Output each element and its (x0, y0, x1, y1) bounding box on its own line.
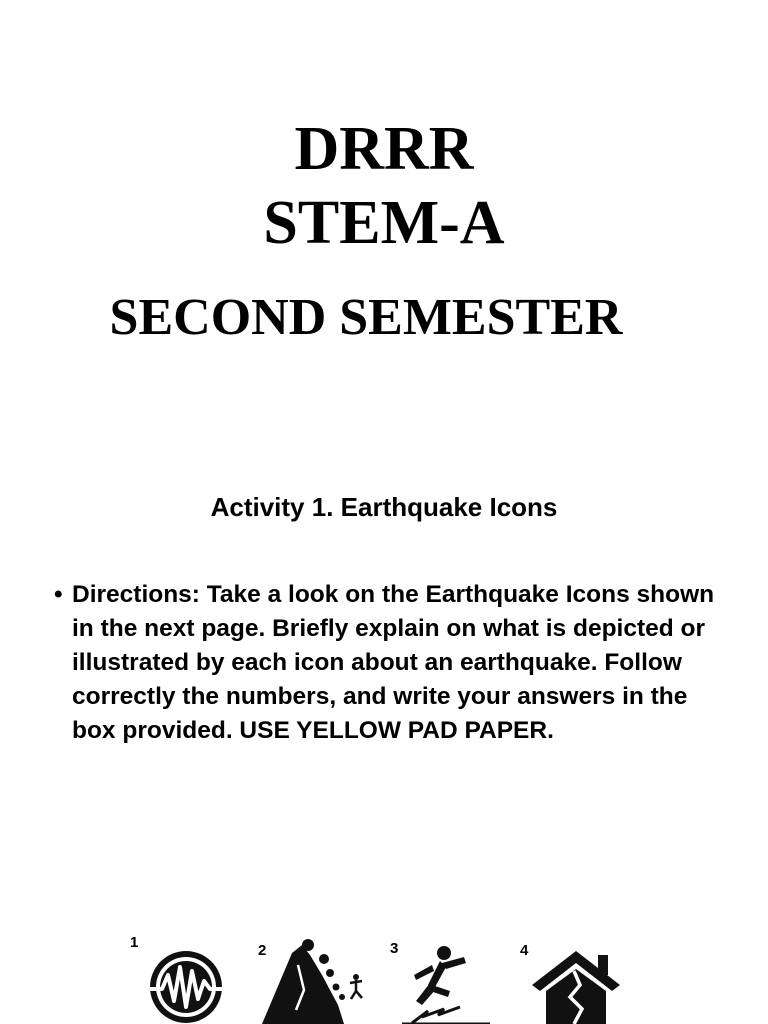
icon-number-1: 1 (130, 934, 139, 951)
directions-bullet-item (54, 578, 726, 748)
person-falling-icon (398, 935, 498, 1024)
cracked-house-icon (528, 945, 628, 1024)
icon-item-4 (520, 935, 630, 1024)
icon-item-1 (130, 935, 240, 1024)
icon-item-2 (258, 935, 368, 1024)
title-stem-a: STEM-A (263, 189, 505, 257)
title-drrr: DRRR (294, 115, 474, 183)
landslide-icon (258, 935, 368, 1024)
title-second-semester: SECOND SEMESTER (109, 289, 623, 346)
icon-item-3 (390, 935, 500, 1024)
bullet-marker: • (54, 581, 63, 608)
icon-number-4: 4 (520, 942, 529, 959)
directions-text: Directions: Take a look on the Earthquake Icons shown in the next page. Briefly explain on what is depicted or illustrated by each icon about an earthquake. Follow correctly the numbers, and write your answers in the box provided. USE YELLOW PAD PAPER. (72, 581, 715, 744)
earthquake-icons-row (0, 935, 768, 1024)
icon-number-2: 2 (258, 942, 267, 959)
activity-title: Activity 1. Earthquake Icons (210, 492, 558, 522)
icon-number-3: 3 (390, 940, 399, 957)
seismograph-wave-icon (138, 945, 234, 1024)
